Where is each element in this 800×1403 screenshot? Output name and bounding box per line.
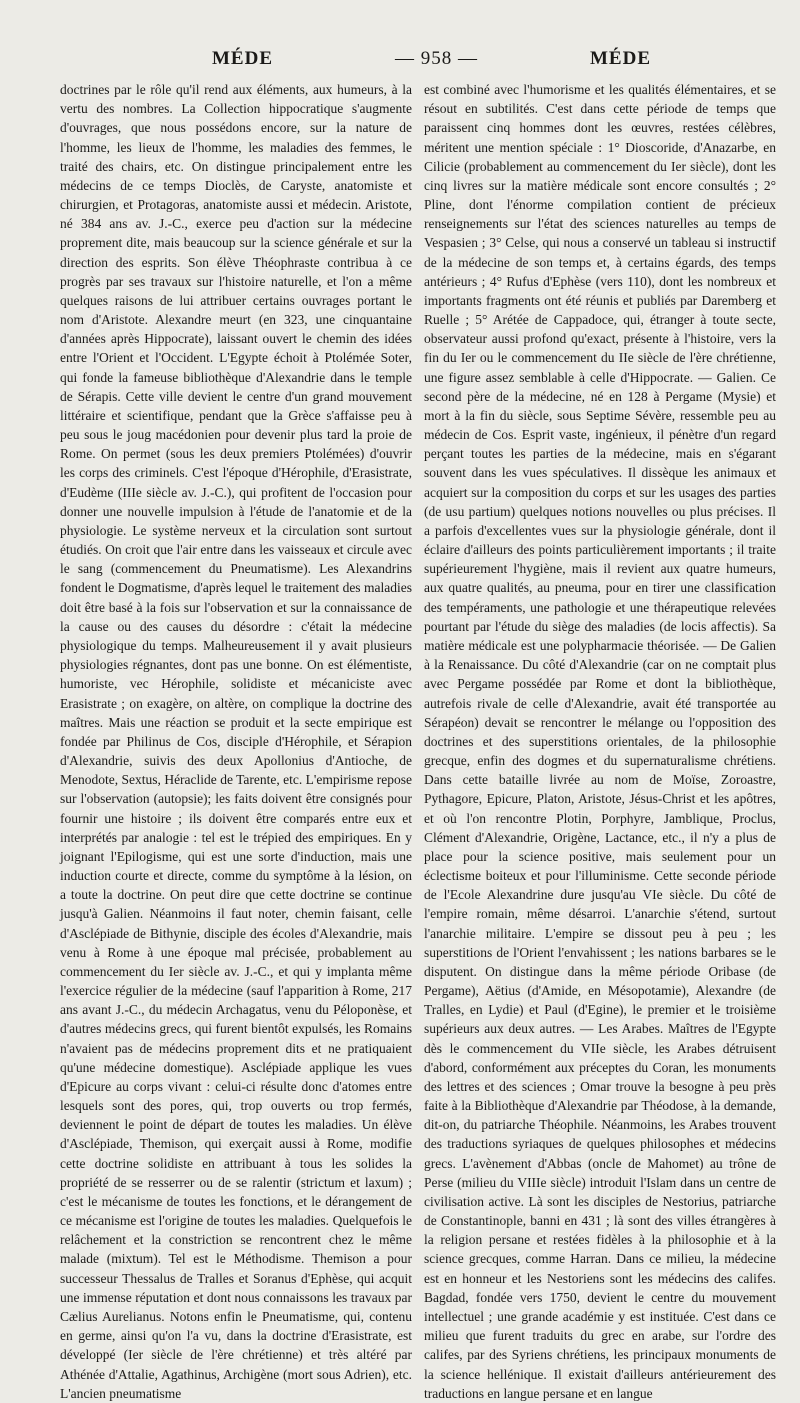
running-header — [60, 48, 772, 74]
right-column — [424, 80, 776, 1401]
page-number: — 958 — — [395, 48, 478, 69]
left-column — [60, 80, 412, 1401]
header-right-word: MÉDE — [590, 48, 651, 69]
right-column-text: est combiné avec l'humorisme et les qualités élémentaires, et se résout en subtilités. C'est dans cette période de temps que paraissent cinq hommes dont les œuvres, restées célèbres, méritent une mention spéciale : 1° Dioscoride, d'Anazarbe, en Cilicie (probablement au commencement du Ier siècle), dont les cinq livres sur la matière médicale sont encore consultés ; 2° Pline, dont l'énorme compilation contient de précieux renseignements sur l'état des sciences naturelles au temps de Vespasien ; 3° Celse, qui nous a conservé un tableau si instructif de la médecine de son temps et, à certains égards, des temps antérieurs ; 4° Rufus d'Ephèse (vers 110), dont les nombreux et importants fragments ont été réunis et publiés par Daremberg et Ruelle ; 5° Arétée de Cappadoce, qui, étranger à toute secte, observateur aussi profond qu'exact, présente à l'histoire, vers la fin du Ier ou le commencement du IIe siècle de l'ère chrétienne, une figure assez semblable à celle d'Hippocrate. — Galien. Ce second père de la médecine, né en 128 à Pergame (Mysie) et mort à la fin du siècle, sous Septime Sévère, ressemble peu au médecin de Cos. Esprit vaste, ingénieux, il pénètre d'un regard perçant toutes les parties de la médecine, mais en s'égarant souvent dans les vues spéculatives. Il dissèque les animaux et acquiert sur la composition du corps et sur les usages des parties (de usu partium) quelques notions nouvelles ou plus précises. Il a parfois d'excellentes vues sur la physiologie générale, dont il éclaire d'ailleurs des points particulièrement importants ; il traite supérieurement l'hygiène, mais il revient aux quatre humeurs, aux quatre qualités, au pneuma, pour en tirer une classification des tempéraments, une pathologie et une thérapeutique relevées pourtant par l'étude du siège des maladies (de locis affectis). Sa matière médicale est une polypharmacie théorisée. — De Galien à la Renaissance. Du côté d'Alexandrie (car on ne comptait plus avec Pergame possédée par Rome et dont la bibliothèque, autrefois rivale de celle d'Alexandrie, avait été transportée au Sérapéon) devait se rencontrer le mélange ou l'opposition des doctrines et des superstitions orientales, de la philosophie grecque, enfin des dogmes et du supernaturalisme chrétiens. Dans cette bataille livrée au nom de Moïse, Zoroastre, Pythagore, Epicure, Platon, Aristote, Jésus-Christ et les apôtres, et où l'on rencontre Plotin, Porphyre, Jamblique, Proclus, Clément d'Alexandrie, Origène, Lactance, etc., il n'y a plus de place pour la science positive, mais seulement pour un éclectisme boiteux et pour l'illuminisme. Cette seconde période de l'Ecole Alexandrine dure jusqu'au VIe siècle. Du côté de l'empire romain, même désarroi. L'anarchie s'étend, surtout l'anarchie militaire. L'empire se dissout peu à peu ; les superstitions de l'Orient l'envahissent ; les nations barbares se le disputent. On distingue dans la même période Oribase (de Pergame), Aëtius (d'Amide, en Mésopotamie), Alexandre (de Tralles, en Lydie) et Paul (d'Egine), le premier et le troisième supérieurs aux deux autres. — Les Arabes. Maîtres de l'Egypte dès le commencement du VIIe siècle, les Arabes détruisent d'abord, conformément aux préceptes du Coran, les monuments des lettres et des sciences ; Omar trouve la besogne à peu près faite à la Bibliothèque d'Alexandrie par Théodose, à la demande, dit-on, du patriarche Théophile. Néanmoins, les Arabes trouvent des traductions syriaques de quelques philosophes et médecins grecs. L'avènement d'Abbas (oncle de Mahomet) au trône de Perse (milieu du VIIIe siècle) introduit l'Islam dans un centre de civilisation active. Là sont les disciples de Nestorius, patriarche de Constantinople, banni en 431 ; là sont des villes étrangères à la religion persane et restées fidèles à la philosophie et à la science grecques, comme Harran. Dans ce milieu, la médecine est en honneur et les Nestoriens sont les médecins des califes. Bagdad, fondée vers 1750, devient le centre du mouvement intellectuel ; une grande académie y est instituée. C'est dans ce milieu que furent traduits du grec en arabe, sur l'ordre des califes, par des Syriens chrétiens, les principaux monuments de la science hellénique. Il existait d'ailleurs antérieurement des traductions en langue persane et en langue — [424, 82, 776, 1401]
header-left-word: MÉDE — [212, 48, 273, 69]
left-column-text: doctrines par le rôle qu'il rend aux éléments, aux humeurs, à la vertu des nombres. La Collection hippocratique s'augmente d'ouvrages, que nous possédons encore, sur la nature de l'homme, les lieux de l'homme, les maladies des femmes, le traité des chairs, etc. On distingue principalement entre les médecins de ce temps Dioclès, de Caryste, anatomiste et chirurgien, et Protagoras, anatomiste aussi et médecin. Aristote, né 384 ans av. J.-C., exerce peu d'action sur la médecine proprement dite, mais beaucoup sur la science générale et sur la direction des esprits. Son élève Théophraste contribua à ce progrès par ses travaux sur l'histoire naturelle, et l'on a même quelques raisons de lui attribuer certains ouvrages portant le nom d'Aristote. Alexandre meurt (en 323, une cinquantaine d'années après Hippocrate), laissant ouvert le chemin des idées entre l'Orient et l'Occident. L'Egypte échoit à Ptolémée Soter, qui fonde la fameuse bibliothèque d'Alexandrie dans le temple de Sérapis. Cette ville devient le centre d'un grand mouvement littéraire et scientifique, pendant que la Grèce s'affaisse peu à peu sous le joug macédonien pour devenir plus tard la proie de Rome. On permet (sous les deux premiers Ptolémées) d'ouvrir les corps des criminels. C'est l'époque d'Hérophile, d'Erasistrate, d'Eudème (IIIe siècle av. J.-C.), qui profitent de l'occasion pour donner une nouvelle impulsion à l'étude de l'anatomie et de la physiologie. Le système nerveux et la circulation sont surtout étudiés. On croit que l'air entre dans les vaisseaux et circule avec le sang (commencement du Pneumatisme). Les Alexandrins fondent le Dogmatisme, d'après lequel le traitement des maladies doit être basé à la fois sur l'observation et sur la connaissance de la cause ou des causes du désordre : c'était la médecine physiologique du temps. Malheureusement il y avait plusieurs physiologies régnantes, dont pas une bonne. On est élémentiste, humoriste, vec Hérophile, solidiste et mécaniciste avec Erasistrate ; on exagère, on altère, on complique la doctrine des maîtres. Mais une réaction se produit et la secte empirique est fondée par Philinus de Cos, disciple d'Hérophile, et Sérapion d'Alexandrie, suivis des deux Apollonius d'Antioche, de Menodote, Sextus, Héraclide de Tarente, etc. L'empirisme repose sur l'observation (autopsie); les faits doivent être consignés pour fournir une histoire ; ils doivent être comparés entre eux et interprétés par analogie : tel est le trépied des empiriques. En y joignant l'Epilogisme, qui est une sorte d'induction, mais une induction courte et directe, comme du symptôme à la lésion, on a toute la doctrine. On peut dire que cette doctrine se continue jusqu'à Galien. Néanmoins il faut noter, chemin faisant, celle d'Asclépiade de Bithynie, disciple des écoles d'Alexandrie, mais venu à Rome à une époque mal précisée, probablement au commencement du Ier siècle av. J.-C., et qui y implanta même l'exercice régulier de la médecine (sauf l'apparition à Rome, 217 ans avant J.-C., du médecin Archagatus, venu du Péloponèse, et d'autres médecins grecs, qui furent bientôt expulsés, les Romains n'avaient pas de médecins proprement dits et ne pratiquaient qu'une médecine domestique). Asclépiade applique les vues d'Epicure au corps vivant : celui-ci résulte donc d'atomes entre lesquels sont des pores, qui, trop ouverts ou trop fermés, deviennent le point de départ de toutes les maladies. Un élève d'Asclépiade, Themison, qui exerçait aussi à Rome, modifie cette doctrine solidiste en attribuant à tous les solides la propriété de se resserrer ou de se ralentir (strictum et laxum) ; c'est le mécanisme de toutes les fonctions, et le dérangement de ce mécanisme est l'origine de toutes les maladies. Quelquefois le relâchement et la constriction se rencontrent chez le même malade (mixtum). Tel est le Méthodisme. Themison a pour successeur Thessalus de Tralles et Soranus d'Ephèse, qui acquit une immense réputation et dont nous connaissons les travaux par Cælius Aurelianus. Notons enfin le Pneumatisme, qui, contenu en germe, ainsi qu'on l'a vu, dans la doctrine d'Erasistrate, est développé (Ier siècle de l'ère chrétienne) et très altéré par Athénée d'Attalie, Agathinus, Archigène (mort sous Adrien), etc. L'ancien pneumatisme — [60, 82, 412, 1401]
